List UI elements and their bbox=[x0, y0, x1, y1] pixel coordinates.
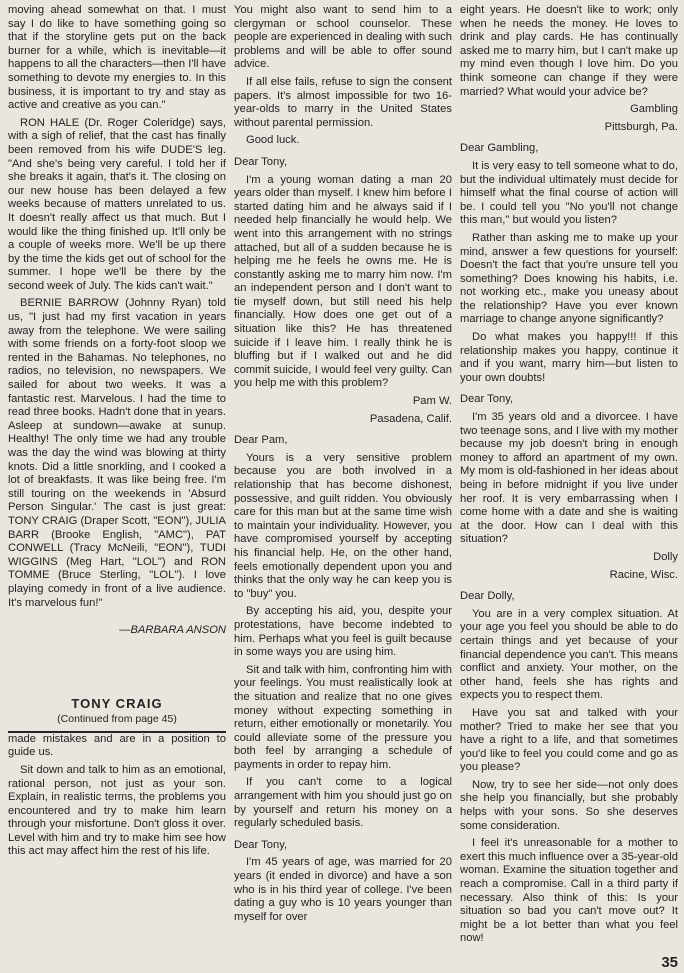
paragraph: Rather than asking me to make up your mind, answer a few questions for yourself: Doesn't the fact that you're unsure tell you something? Does knowing his habits, i.e. not working etc., make you uneasy about the relationship? Have you ever known marriage to change anyone significantly? bbox=[460, 231, 678, 326]
paragraph: I'm 45 years of age, was married for 20 years (it ended in divorce) and have a son who is in his third year of college. I've been dating a guy who is 10 years younger than myself for over bbox=[234, 856, 452, 923]
paragraph: I'm 35 years old and a divorcee. I have two teenage sons, and I live with my mother because my job doesn't bring in enough money to afford an apartment of my own. My mom is old-fashioned in her ideas about being in before midnight if you live under her roof. It is very embarrassing when I come home with a date and she is waiting at the door. How can I deal with this situation? bbox=[460, 411, 678, 546]
letter-location: Pittsburgh, Pa. bbox=[604, 120, 678, 133]
paragraph: made mistakes and are in a position to guide us. bbox=[8, 732, 226, 759]
letter-location: Racine, Wisc. bbox=[609, 568, 678, 581]
letter-salutation: Dear Pam, bbox=[234, 434, 288, 447]
paragraph: Now, try to see her side—not only does she help you financially, but she probably helps with your sons. So she deserves some consideration. bbox=[460, 778, 678, 832]
paragraph: RON HALE (Dr. Roger Coleridge) says, with a sigh of relief, that the cast has finally been removed from his wife DUDE'S leg. "And she's being very careful. I told her if she breaks it again, that's it. The closing on our new house has been delayed a few weeks because of matters unrelated to us. It doesn't really affect us that much. But I would like the thing finished up. It'll only be a couple of weeks more. We'll be up there by the time the kids get out of school for the summer. I hope we'll be there by the second week of July. The kids can't wait." bbox=[8, 116, 226, 292]
paragraph: I'm a young woman dating a man 20 years older than myself. I knew him before I started dating him and he always said if I needed help financially he would help. We went into this arrangement with no strings attached, but all of a sudden because he is helping me he feels he owns me. He is constantly asking me to marry him now. I'm an independent person and I don't want to tie myself down, but still need his help financially. How does one get out of a situation like this? He has threatened suicide if I leave him. I really think he is bluffing but if I walked out and he did commit suicide, I would feel very guilty. Can you help me with this problem? bbox=[234, 173, 452, 390]
byline: —BARBARA ANSON bbox=[119, 624, 226, 637]
letter-salutation: Dear Tony, bbox=[460, 393, 514, 406]
section-title: TONY CRAIG bbox=[71, 695, 163, 711]
paragraph: If all else fails, refuse to sign the consent papers. It's almost impossible for two 16-year-olds to marry in the United States without parental permission. bbox=[234, 75, 452, 129]
paragraph: Sit down and talk to him as an emotional, rational person, not just as your son. Explain, in realistic terms, the problems you encountered and try to make him learn through your misfortune. Don't gloss it over. Level with him and try to make him see how this act may affect him the rest of his life. bbox=[8, 763, 226, 858]
letter-signature: Dolly bbox=[653, 550, 678, 563]
column-left bbox=[8, 4, 226, 863]
column-middle bbox=[234, 4, 452, 928]
paragraph: Have you sat and talked with your mother? Tried to make her see that you have a right to a life, and that sometimes you'd like to feel you could come and go as you please? bbox=[460, 706, 678, 774]
section-heading bbox=[8, 696, 226, 733]
letter-signature: Gambling bbox=[630, 103, 678, 116]
continuation-note: (Continued from page 45) bbox=[57, 712, 177, 725]
paragraph: I feel it's unreasonable for a mother to exert this much influence over a 35-year-old woman. Examine the situation together and reach a compromise. Call in a third party if necessary. Also think of this: Is your situation so bad you can't move out? It might be a lot better than what you feel now! bbox=[460, 837, 678, 945]
column-right bbox=[460, 4, 678, 950]
letter-signature: Pam W. bbox=[412, 395, 452, 408]
page-number: 35 bbox=[661, 954, 678, 971]
letter-salutation: Dear Tony, bbox=[234, 155, 288, 168]
letter-salutation: Dear Gambling, bbox=[460, 142, 539, 155]
paragraph: BERNIE BARROW (Johnny Ryan) told us, "I just had my first vacation in years away from the telephone. We were sailing with some friends on a forty-foot sloop we rented in the Bahamas. No telephones, no radios, no television, no newspapers. We sailed for about two weeks. It was a fantastic rest. Marvelous. I had the time to read three books. Hadn't done that in years. Asleep at sundown—awake at sunup. Healthy! The only time we had any trouble was the day the wind was blowing at thirty knots. Did a little snorkling, and I cooked a lot of breakfasts. It was like being free. I'm still touring on the weekends in 'Absurd Person Singular.' The cast is just great: TONY CRAIG (Draper Scott, "EON"), JULIA BARR (Brooke English, "AMC"), PAT CONWELL (Tracy McNeili, "EON"), TUDI WIGGINS (Meg Hart, "LOL") and RON TOMME (Bruce Sterling, "LOL"). I love playing comedy in front of a live audience. It's marvelous fun!" bbox=[8, 297, 226, 609]
paragraph: Do what makes you happy!!! If this relationship makes you happy, continue it and if you want, marry him—but listen to your own doubts! bbox=[460, 331, 678, 384]
paragraph: eight years. He doesn't like to work; only when he needs the money. He loves to drink and play cards. He has continually asked me to marry him, but I can't make up my mind even though I love him. Do you think someone can change if they were married? What would your advice be? bbox=[460, 4, 678, 98]
paragraph: moving ahead somewhat on that. I must say I do like to have something going so that if the storyline gets put on the back burner for a while, which is inevitable—it happens to all the characters—then I'll have something to devote my energies to. In this business, it is important to try and stay as active and creative as you can." bbox=[8, 4, 226, 112]
paragraph: It is very easy to tell someone what to do, but the individual ultimately must decide for himself what the final course of action will be. I could tell you "No you'll not change this man," but would you listen? bbox=[460, 159, 678, 227]
letter-salutation: Dear Tony, bbox=[234, 838, 288, 851]
paragraph: Yours is a very sensitive problem because you are both involved in a relationship that has become dishonest, possessive, and guilt ridden. You obviously care for this man but at the same time wish to maintain your individuality. However, you have compromised yourself by accepting his financial help. He, on the other hand, feels emotionally dependent upon you and thinks that the only way he can keep you is to "buy" you. bbox=[234, 451, 452, 600]
paragraph: Good luck. bbox=[246, 134, 300, 147]
letter-location: Pasadena, Calif. bbox=[369, 412, 452, 425]
paragraph: By accepting his aid, you, despite your protestations, have become indebted to him. Perhaps what you feel is guilt because in some ways you are using him. bbox=[234, 605, 452, 659]
paragraph: If you can't come to a logical arrangement with him you should just go on by yourself and return his money on a regularly scheduled basis. bbox=[234, 776, 452, 830]
paragraph: Sit and talk with him, confronting him with your feelings. You must realistically look at the situation and realize that no one gives money without expecting something in return, either emotionally or monetarily. You could alleviate some of the pressure you both feel by arranging a schedule of payments in order to repay him. bbox=[234, 663, 452, 771]
paragraph: You are in a very complex situation. At your age you feel you should be able to do certain things and yet because of your financial dependence you can't. This means conflict and anxiety. Your mother, on the other hand, feels she has rights and expects you to respect them. bbox=[460, 607, 678, 702]
paragraph: You might also want to send him to a clergyman or school counselor. These people are experienced in dealing with such problems and will be able to offer sound advice. bbox=[234, 4, 452, 71]
letter-salutation: Dear Dolly, bbox=[460, 590, 515, 603]
